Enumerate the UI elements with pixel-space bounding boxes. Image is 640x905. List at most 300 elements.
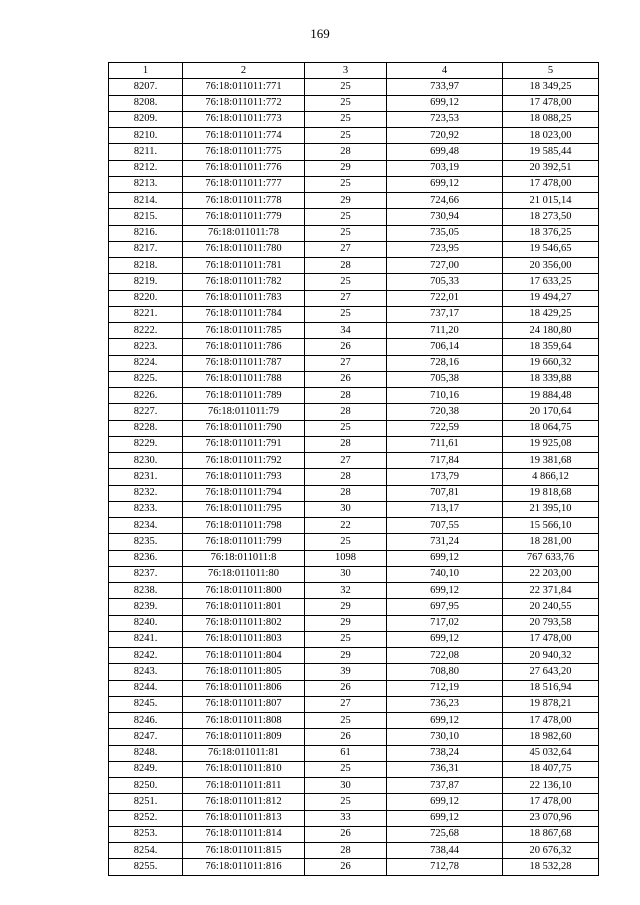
area-cell: 28: [305, 144, 387, 160]
table-row: [109, 550, 599, 566]
area-cell: 26: [305, 859, 387, 875]
table-row: [109, 729, 599, 745]
row-number-cell: 8239.: [109, 599, 183, 615]
area-cell: 26: [305, 826, 387, 842]
cadastral-number-cell: 76:18:011011:775: [183, 144, 305, 160]
table-row: [109, 323, 599, 339]
rate-cell: 699,12: [387, 95, 503, 111]
row-number-cell: 8241.: [109, 631, 183, 647]
row-number-cell: 8240.: [109, 615, 183, 631]
area-cell: 26: [305, 339, 387, 355]
value-cell: 20 392,51: [503, 160, 599, 176]
value-cell: 19 585,44: [503, 144, 599, 160]
cadastral-number-cell: 76:18:011011:792: [183, 453, 305, 469]
cadastral-number-cell: 76:18:011011:782: [183, 274, 305, 290]
cadastral-number-cell: 76:18:011011:81: [183, 745, 305, 761]
rate-cell: 731,24: [387, 534, 503, 550]
area-cell: 25: [305, 761, 387, 777]
rate-cell: 173,79: [387, 469, 503, 485]
row-number-cell: 8251.: [109, 794, 183, 810]
table-row: [109, 274, 599, 290]
value-cell: 21 015,14: [503, 193, 599, 209]
table-row: [109, 144, 599, 160]
table-row: [109, 160, 599, 176]
row-number-cell: 8230.: [109, 453, 183, 469]
value-cell: 19 494,27: [503, 290, 599, 306]
cadastral-number-cell: 76:18:011011:791: [183, 436, 305, 452]
value-cell: 18 349,25: [503, 79, 599, 95]
row-number-cell: 8233.: [109, 501, 183, 517]
row-number-cell: 8209.: [109, 111, 183, 127]
area-cell: 29: [305, 648, 387, 664]
cadastral-number-cell: 76:18:011011:790: [183, 420, 305, 436]
rate-cell: 712,19: [387, 680, 503, 696]
row-number-cell: 8214.: [109, 193, 183, 209]
area-cell: 25: [305, 420, 387, 436]
area-cell: 22: [305, 518, 387, 534]
row-number-cell: 8222.: [109, 323, 183, 339]
value-cell: 19 660,32: [503, 355, 599, 371]
area-cell: 25: [305, 534, 387, 550]
value-cell: 18 023,00: [503, 128, 599, 144]
area-cell: 25: [305, 111, 387, 127]
cadastral-number-cell: 76:18:011011:787: [183, 355, 305, 371]
row-number-cell: 8232.: [109, 485, 183, 501]
cadastral-number-cell: 76:18:011011:80: [183, 566, 305, 582]
row-number-cell: 8245.: [109, 696, 183, 712]
table-row: [109, 388, 599, 404]
area-cell: 26: [305, 371, 387, 387]
rate-cell: 699,48: [387, 144, 503, 160]
column-header-4: 4: [387, 63, 503, 79]
value-cell: 18 273,50: [503, 209, 599, 225]
value-cell: 15 566,10: [503, 518, 599, 534]
value-cell: 19 381,68: [503, 453, 599, 469]
value-cell: 20 793,58: [503, 615, 599, 631]
rate-cell: 740,10: [387, 566, 503, 582]
row-number-cell: 8228.: [109, 420, 183, 436]
table-row: [109, 404, 599, 420]
cadastral-number-cell: 76:18:011011:814: [183, 826, 305, 842]
row-number-cell: 8236.: [109, 550, 183, 566]
value-cell: 18 532,28: [503, 859, 599, 875]
value-cell: 17 633,25: [503, 274, 599, 290]
value-cell: 17 478,00: [503, 95, 599, 111]
row-number-cell: 8244.: [109, 680, 183, 696]
cadastral-number-cell: 76:18:011011:771: [183, 79, 305, 95]
row-number-cell: 8238.: [109, 583, 183, 599]
row-number-cell: 8250.: [109, 778, 183, 794]
registry-table: [108, 62, 599, 876]
cadastral-number-cell: 76:18:011011:786: [183, 339, 305, 355]
cadastral-number-cell: 76:18:011011:801: [183, 599, 305, 615]
cadastral-number-cell: 76:18:011011:811: [183, 778, 305, 794]
area-cell: 25: [305, 225, 387, 241]
area-cell: 39: [305, 664, 387, 680]
rate-cell: 730,10: [387, 729, 503, 745]
cadastral-number-cell: 76:18:011011:804: [183, 648, 305, 664]
cadastral-number-cell: 76:18:011011:812: [183, 794, 305, 810]
area-cell: 26: [305, 729, 387, 745]
row-number-cell: 8216.: [109, 225, 183, 241]
area-cell: 29: [305, 193, 387, 209]
cadastral-number-cell: 76:18:011011:776: [183, 160, 305, 176]
rate-cell: 705,38: [387, 371, 503, 387]
cadastral-number-cell: 76:18:011011:813: [183, 810, 305, 826]
row-number-cell: 8217.: [109, 241, 183, 257]
row-number-cell: 8227.: [109, 404, 183, 420]
value-cell: 18 064,75: [503, 420, 599, 436]
rate-cell: 723,53: [387, 111, 503, 127]
row-number-cell: 8234.: [109, 518, 183, 534]
value-cell: 17 478,00: [503, 176, 599, 192]
table-row: [109, 128, 599, 144]
value-cell: 18 359,64: [503, 339, 599, 355]
rate-cell: 717,02: [387, 615, 503, 631]
row-number-cell: 8212.: [109, 160, 183, 176]
cadastral-number-cell: 76:18:011011:795: [183, 501, 305, 517]
table-body: [109, 79, 599, 875]
cadastral-number-cell: 76:18:011011:774: [183, 128, 305, 144]
table-row: [109, 355, 599, 371]
value-cell: 18 516,94: [503, 680, 599, 696]
rate-cell: 737,87: [387, 778, 503, 794]
rate-cell: 737,17: [387, 306, 503, 322]
rate-cell: 699,12: [387, 583, 503, 599]
rate-cell: 707,55: [387, 518, 503, 534]
row-number-cell: 8255.: [109, 859, 183, 875]
rate-cell: 711,20: [387, 323, 503, 339]
table-row: [109, 843, 599, 859]
area-cell: 29: [305, 599, 387, 615]
row-number-cell: 8208.: [109, 95, 183, 111]
cadastral-number-cell: 76:18:011011:803: [183, 631, 305, 647]
rate-cell: 713,17: [387, 501, 503, 517]
row-number-cell: 8247.: [109, 729, 183, 745]
row-number-cell: 8215.: [109, 209, 183, 225]
area-cell: 25: [305, 209, 387, 225]
cadastral-number-cell: 76:18:011011:806: [183, 680, 305, 696]
cadastral-number-cell: 76:18:011011:780: [183, 241, 305, 257]
area-cell: 34: [305, 323, 387, 339]
table-row: [109, 258, 599, 274]
table-row: [109, 436, 599, 452]
area-cell: 28: [305, 388, 387, 404]
value-cell: 24 180,80: [503, 323, 599, 339]
row-number-cell: 8219.: [109, 274, 183, 290]
rate-cell: 699,12: [387, 713, 503, 729]
area-cell: 28: [305, 436, 387, 452]
area-cell: 28: [305, 469, 387, 485]
rate-cell: 707,81: [387, 485, 503, 501]
rate-cell: 723,95: [387, 241, 503, 257]
rate-cell: 738,24: [387, 745, 503, 761]
table-row: [109, 420, 599, 436]
value-cell: 18 376,25: [503, 225, 599, 241]
rate-cell: 699,12: [387, 550, 503, 566]
area-cell: 26: [305, 680, 387, 696]
table-row: [109, 778, 599, 794]
cadastral-number-cell: 76:18:011011:808: [183, 713, 305, 729]
cadastral-number-cell: 76:18:011011:816: [183, 859, 305, 875]
rate-cell: 738,44: [387, 843, 503, 859]
column-header-3: 3: [305, 63, 387, 79]
cadastral-number-cell: 76:18:011011:773: [183, 111, 305, 127]
table-row: [109, 826, 599, 842]
column-header-5: 5: [503, 63, 599, 79]
value-cell: 19 818,68: [503, 485, 599, 501]
row-number-cell: 8253.: [109, 826, 183, 842]
rate-cell: 699,12: [387, 794, 503, 810]
table-row: [109, 339, 599, 355]
rate-cell: 722,01: [387, 290, 503, 306]
cadastral-number-cell: 76:18:011011:777: [183, 176, 305, 192]
table-row: [109, 518, 599, 534]
table-row: [109, 566, 599, 582]
area-cell: 27: [305, 453, 387, 469]
area-cell: 25: [305, 713, 387, 729]
row-number-cell: 8235.: [109, 534, 183, 550]
value-cell: 20 940,32: [503, 648, 599, 664]
table-row: [109, 859, 599, 875]
row-number-cell: 8231.: [109, 469, 183, 485]
cadastral-number-cell: 76:18:011011:779: [183, 209, 305, 225]
value-cell: 18 339,88: [503, 371, 599, 387]
value-cell: 18 867,68: [503, 826, 599, 842]
row-number-cell: 8249.: [109, 761, 183, 777]
cadastral-number-cell: 76:18:011011:815: [183, 843, 305, 859]
value-cell: 19 878,21: [503, 696, 599, 712]
value-cell: 17 478,00: [503, 794, 599, 810]
cadastral-number-cell: 76:18:011011:784: [183, 306, 305, 322]
table-row: [109, 631, 599, 647]
value-cell: 20 170,64: [503, 404, 599, 420]
rate-cell: 730,94: [387, 209, 503, 225]
row-number-cell: 8224.: [109, 355, 183, 371]
cadastral-number-cell: 76:18:011011:785: [183, 323, 305, 339]
area-cell: 33: [305, 810, 387, 826]
cadastral-number-cell: 76:18:011011:789: [183, 388, 305, 404]
table-row: [109, 810, 599, 826]
value-cell: 20 356,00: [503, 258, 599, 274]
rate-cell: 705,33: [387, 274, 503, 290]
table-row: [109, 453, 599, 469]
area-cell: 28: [305, 485, 387, 501]
cadastral-number-cell: 76:18:011011:800: [183, 583, 305, 599]
row-number-cell: 8248.: [109, 745, 183, 761]
rate-cell: 699,12: [387, 810, 503, 826]
rate-cell: 736,31: [387, 761, 503, 777]
table-row: [109, 696, 599, 712]
row-number-cell: 8218.: [109, 258, 183, 274]
cadastral-number-cell: 76:18:011011:809: [183, 729, 305, 745]
table-row: [109, 79, 599, 95]
value-cell: 19 884,48: [503, 388, 599, 404]
rate-cell: 708,80: [387, 664, 503, 680]
cadastral-number-cell: 76:18:011011:79: [183, 404, 305, 420]
page-number: 169: [310, 26, 330, 41]
area-cell: 1098: [305, 550, 387, 566]
cadastral-number-cell: 76:18:011011:781: [183, 258, 305, 274]
rate-cell: 720,38: [387, 404, 503, 420]
table-row: [109, 599, 599, 615]
row-number-cell: 8207.: [109, 79, 183, 95]
cadastral-number-cell: 76:18:011011:78: [183, 225, 305, 241]
cadastral-number-cell: 76:18:011011:788: [183, 371, 305, 387]
value-cell: 19 925,08: [503, 436, 599, 452]
cadastral-number-cell: 76:18:011011:802: [183, 615, 305, 631]
value-cell: 22 136,10: [503, 778, 599, 794]
table-row: [109, 485, 599, 501]
area-cell: 25: [305, 306, 387, 322]
cadastral-number-cell: 76:18:011011:805: [183, 664, 305, 680]
area-cell: 25: [305, 95, 387, 111]
row-number-cell: 8242.: [109, 648, 183, 664]
area-cell: 30: [305, 778, 387, 794]
area-cell: 25: [305, 794, 387, 810]
table-row: [109, 111, 599, 127]
cadastral-number-cell: 76:18:011011:799: [183, 534, 305, 550]
area-cell: 28: [305, 843, 387, 859]
cadastral-number-cell: 76:18:011011:798: [183, 518, 305, 534]
value-cell: 45 032,64: [503, 745, 599, 761]
row-number-cell: 8254.: [109, 843, 183, 859]
value-cell: 20 240,55: [503, 599, 599, 615]
table-row: [109, 469, 599, 485]
cadastral-number-cell: 76:18:011011:772: [183, 95, 305, 111]
table-row: [109, 209, 599, 225]
value-cell: 18 982,60: [503, 729, 599, 745]
table-row: [109, 648, 599, 664]
table-row: [109, 534, 599, 550]
column-header-2: 2: [183, 63, 305, 79]
value-cell: 18 281,00: [503, 534, 599, 550]
cadastral-number-cell: 76:18:011011:807: [183, 696, 305, 712]
row-number-cell: 8226.: [109, 388, 183, 404]
value-cell: 19 546,65: [503, 241, 599, 257]
rate-cell: 736,23: [387, 696, 503, 712]
cadastral-number-cell: 76:18:011011:783: [183, 290, 305, 306]
area-cell: 27: [305, 696, 387, 712]
table-row: [109, 680, 599, 696]
table-row: [109, 794, 599, 810]
row-number-cell: 8213.: [109, 176, 183, 192]
rate-cell: 724,66: [387, 193, 503, 209]
table-row: [109, 664, 599, 680]
rate-cell: 699,12: [387, 631, 503, 647]
rate-cell: 725,68: [387, 826, 503, 842]
rate-cell: 717,84: [387, 453, 503, 469]
rate-cell: 722,08: [387, 648, 503, 664]
table-row: [109, 583, 599, 599]
table-row: [109, 761, 599, 777]
rate-cell: 699,12: [387, 176, 503, 192]
value-cell: 17 478,00: [503, 631, 599, 647]
rate-cell: 697,95: [387, 599, 503, 615]
value-cell: 18 088,25: [503, 111, 599, 127]
row-number-cell: 8223.: [109, 339, 183, 355]
row-number-cell: 8252.: [109, 810, 183, 826]
table-row: [109, 745, 599, 761]
table-row: [109, 241, 599, 257]
row-number-cell: 8229.: [109, 436, 183, 452]
area-cell: 29: [305, 160, 387, 176]
column-number-row: [109, 63, 599, 79]
area-cell: 25: [305, 128, 387, 144]
cadastral-number-cell: 76:18:011011:793: [183, 469, 305, 485]
area-cell: 32: [305, 583, 387, 599]
row-number-cell: 8210.: [109, 128, 183, 144]
rate-cell: 703,19: [387, 160, 503, 176]
area-cell: 27: [305, 290, 387, 306]
table-row: [109, 306, 599, 322]
table-row: [109, 290, 599, 306]
area-cell: 25: [305, 274, 387, 290]
rate-cell: 727,00: [387, 258, 503, 274]
cadastral-number-cell: 76:18:011011:810: [183, 761, 305, 777]
area-cell: 27: [305, 355, 387, 371]
area-cell: 25: [305, 79, 387, 95]
row-number-cell: 8246.: [109, 713, 183, 729]
value-cell: 21 395,10: [503, 501, 599, 517]
value-cell: 17 478,00: [503, 713, 599, 729]
value-cell: 767 633,76: [503, 550, 599, 566]
value-cell: 18 429,25: [503, 306, 599, 322]
row-number-cell: 8225.: [109, 371, 183, 387]
cadastral-number-cell: 76:18:011011:8: [183, 550, 305, 566]
area-cell: 29: [305, 615, 387, 631]
rate-cell: 706,14: [387, 339, 503, 355]
rate-cell: 733,97: [387, 79, 503, 95]
area-cell: 28: [305, 258, 387, 274]
value-cell: 27 643,20: [503, 664, 599, 680]
value-cell: 18 407,75: [503, 761, 599, 777]
table-row: [109, 615, 599, 631]
cadastral-number-cell: 76:18:011011:794: [183, 485, 305, 501]
rate-cell: 711,61: [387, 436, 503, 452]
area-cell: 27: [305, 241, 387, 257]
table-row: [109, 176, 599, 192]
value-cell: 22 203,00: [503, 566, 599, 582]
table-row: [109, 371, 599, 387]
area-cell: 61: [305, 745, 387, 761]
table-row: [109, 501, 599, 517]
value-cell: 4 866,12: [503, 469, 599, 485]
row-number-cell: 8243.: [109, 664, 183, 680]
row-number-cell: 8220.: [109, 290, 183, 306]
rate-cell: 712,78: [387, 859, 503, 875]
table-row: [109, 193, 599, 209]
row-number-cell: 8211.: [109, 144, 183, 160]
value-cell: 22 371,84: [503, 583, 599, 599]
rate-cell: 710,16: [387, 388, 503, 404]
table-row: [109, 95, 599, 111]
area-cell: 30: [305, 566, 387, 582]
column-header-1: 1: [109, 63, 183, 79]
area-cell: 30: [305, 501, 387, 517]
cadastral-number-cell: 76:18:011011:778: [183, 193, 305, 209]
row-number-cell: 8221.: [109, 306, 183, 322]
area-cell: 25: [305, 631, 387, 647]
rate-cell: 735,05: [387, 225, 503, 241]
table-row: [109, 713, 599, 729]
table-row: [109, 225, 599, 241]
rate-cell: 720,92: [387, 128, 503, 144]
value-cell: 23 070,96: [503, 810, 599, 826]
rate-cell: 722,59: [387, 420, 503, 436]
row-number-cell: 8237.: [109, 566, 183, 582]
area-cell: 25: [305, 176, 387, 192]
